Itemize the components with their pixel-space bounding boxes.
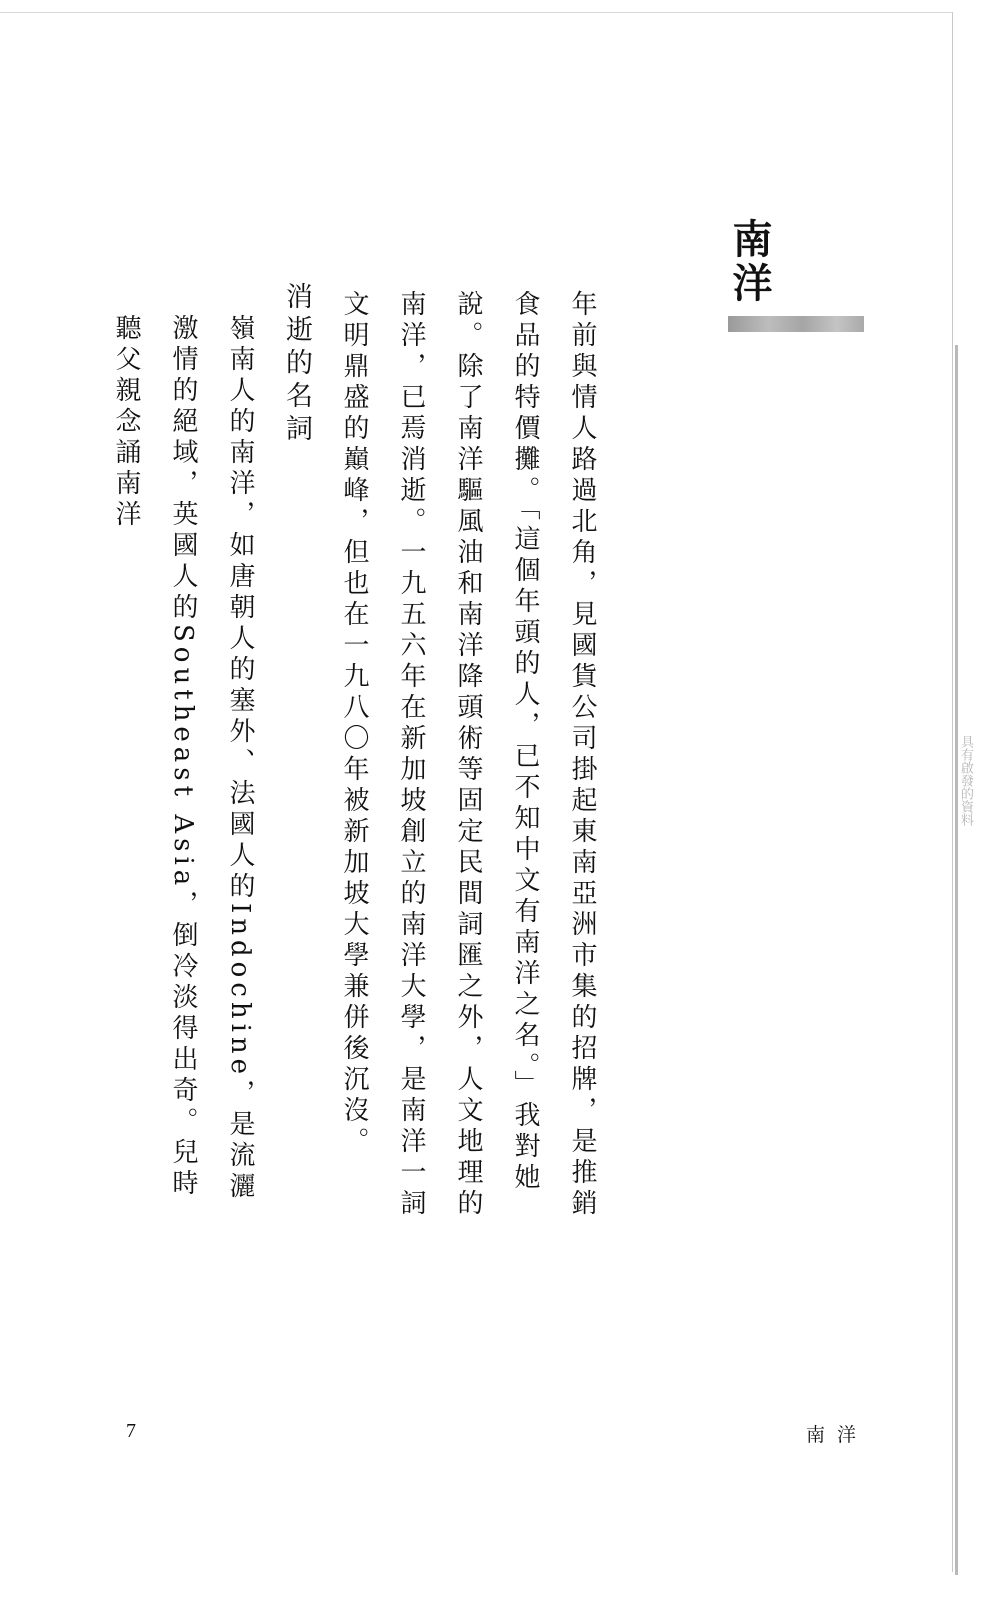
page-top-edge (0, 12, 952, 13)
page-right-edge (952, 12, 953, 1572)
chapter-title: 南洋 (726, 218, 772, 306)
margin-note: 具有啟發的資料 (958, 735, 973, 826)
paragraph-1: 年前與情人路過北角，見國貨公司掛起東南亞洲市集的招牌，是推銷食品的特價攤。「這個年頭的人，已不知中文有南洋之名。」我對她說。除了南洋驅風油和南洋降頭術等固定民間詞匯之外，人文地理的南洋，已焉消逝。一九五六年在新加坡創立的南洋大學，是南洋一詞文明鼎盛的巔峰，但也在一九八〇年被新加坡大學兼併後沉沒。 (339, 290, 597, 1220)
page-number: 7 (126, 1420, 136, 1442)
section-heading: 消逝的名詞 (281, 282, 312, 447)
page-spine-shadow (955, 345, 958, 1575)
paragraph-2: 嶺南人的南洋，如唐朝人的塞外、法國人的Indochine，是流灑激情的絕域，英國人的Southeast Asia，倒冷淡得出奇。兒時聽父親念誦南洋 (111, 314, 255, 1204)
running-header: 南洋 (806, 1424, 869, 1446)
chapter-title-rule (728, 316, 864, 332)
body-text (110, 262, 610, 1222)
